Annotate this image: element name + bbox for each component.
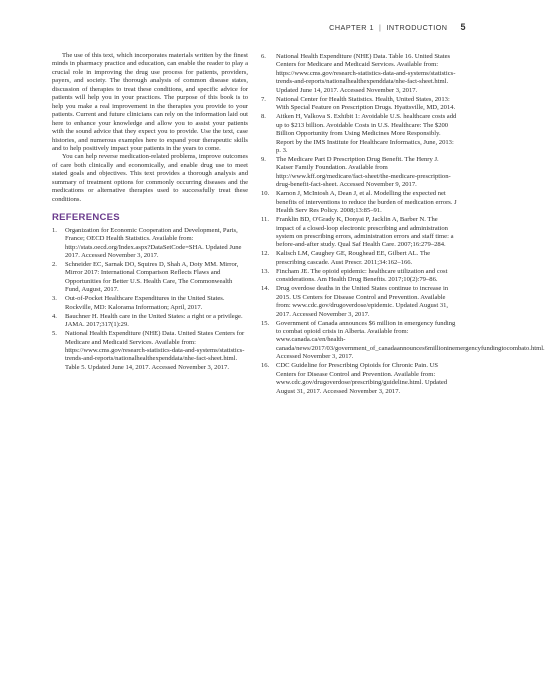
reference-text: Organization for Economic Cooperation and Development, Paris, France; OECD Health Statistics. Available from: http://stats.oecd.org/Index.aspx?DataSetCode=SHA. Updated June 2017. Accessed November 3, 2017.: [65, 226, 242, 259]
reference-number: 5.: [52, 330, 57, 338]
running-head-separator: |: [379, 22, 382, 32]
reference-item: [261, 216, 457, 250]
references-heading: REFERENCES: [52, 212, 120, 224]
reference-text: Kalisch LM, Caughey GE, Roughead EE, Gilbert AL. The prescribing cascade. Aust Prescr. 2011;34:162–166.: [276, 250, 431, 266]
reference-text: Bauchner H. Health care in the United States: a right or a privilege. JAMA. 2017;317(1):29.: [65, 312, 243, 329]
reference-number: 3.: [52, 295, 57, 303]
left-column: [52, 52, 248, 373]
reference-list-left: [52, 227, 248, 373]
reference-item: [261, 156, 457, 190]
reference-number: 2.: [52, 260, 57, 268]
reference-item: [261, 268, 457, 285]
reference-item: [261, 53, 457, 95]
reference-text: Government of Canada announces $6 million in emergency funding to combat opioid crisis in Alberta. Available from: www.canada.ca/en/health-canada/news/2017/03/government_of_canadaannounces6millioninemergencyfundingtocombato.html. Accessed November 3, 2017.: [276, 319, 545, 361]
reference-number: 7.: [261, 95, 266, 103]
body-paragraph-1: The use of this text, which incorporates materials written by the finest minds in pharmacy practice and education, can enable the reader to play a crucial role in improving the drug use process for patients, providers, payers, and society. The thorough analysis of common disease states, discussion of therapies to treat these conditions, and specific advice for patients will help you in your practices. The purpose of this book is to help you make a real improvement in the therapies you provide to your patients. Current and future clinicians can rely on the information laid out here to enhance your knowledge and allow you to assist your patients with the sound advice that they expect you to provide. Use the text, case histories, and numerous examples here to expand your therapeutic skills and to help positively impact your patients in the years to come.: [52, 52, 248, 152]
reference-text: CDC Guideline for Prescribing Opioids for Chronic Pain. US Centers for Disease Control and Prevention. Available from: www.cdc.gov/drugoverdose/prescribing/guideline.html. Updated August 31, 2017. Accessed November 3, 2017.: [276, 362, 448, 395]
reference-number: 15.: [261, 319, 270, 327]
chapter-title: INTRODUCTION: [386, 22, 448, 32]
reference-text: National Health Expenditure (NHE) Data. United States Centers for Medicare and Medicaid Services. Available from: https://www.cms.gov/research-statistics-data-and-systems/statistics-trends-and-reports/nationalhealthexpenddata/nhe-fact-sheet.html. Table 5. Updated June 14, 2017. Accessed November 3, 2017.: [65, 330, 245, 371]
reference-list-right: [261, 53, 545, 396]
reference-number: 4.: [52, 312, 57, 320]
reference-text: Aitken H, Valkova S. Exhibit 1: Avoidable U.S. healthcare costs add up to $213 billion. Avoidable Costs in U.S. Healthcare: The $200 Billion Opportunity from Using Medicines More Responsibly. Report by the IMS Institute for Healthcare Informatics, June, 2013: p. 3.: [276, 113, 457, 154]
reference-text: Karnon J, McIntosh A, Dean J, et al. Modelling the expected net benefits of interventions to reduce the burden of medication errors. J Health Serv Res Policy. 2008;13:85–91.: [276, 190, 457, 215]
reference-item: [52, 330, 248, 372]
reference-number: 11.: [261, 216, 269, 224]
reference-item: [261, 285, 457, 319]
reference-number: 14.: [261, 285, 270, 293]
body-paragraph-2: You can help reverse medication-related problems, improve outcomes of care both clinically and economically, and enable drug use to meet stated goals and objectives. This text provides a thorough analysis and summary of treatment options for commonly occurring diseases and the medications or alternative therapies used to successfully treat these conditions.: [52, 153, 248, 203]
running-head: [329, 22, 466, 32]
reference-text: Fincham JE. The opioid epidemic: healthcare utilization and cost considerations. Am Health Drug Benefits. 2017;10(2):79–86.: [276, 267, 448, 284]
reference-item: [52, 313, 248, 330]
reference-item: [261, 113, 457, 155]
reference-text: National Center for Health Statistics. Health, United States, 2013: With Special Feature on Prescription Drugs. Hyattsville, MD, 2014.: [276, 95, 456, 112]
reference-item: [52, 261, 248, 295]
reference-number: 13.: [261, 267, 270, 275]
reference-number: 10.: [261, 190, 270, 198]
reference-number: 9.: [261, 155, 266, 163]
reference-text: Schneider EC, Sarnak DO, Squires D, Shah A, Doty MM. Mirror, Mirror 2017: International Comparison Reflects Flaws and Opportunities for Better U.S. Health Care, The Commonwealth Fund, August, 2017.: [65, 260, 239, 294]
reference-item: [261, 319, 545, 362]
reference-text: National Health Expenditure (NHE) Data. Table 16. United States Centers for Medicare and Medicaid Services. Available from: https://www.cms.gov/research-statistics-data-and-systems/statistics-trends-and-reports/nationalhealthexpenddata/nhe-fact-sheet.html. Updated June 14, 2017. Accessed November 3, 2017.: [276, 53, 456, 94]
reference-text: Drug overdose deaths in the United States continue to increase in 2015. US Centers for Disease Control and Prevention. Available from: www.cdc.gov/drugoverdose/epidemic. Updated August 31, 2017. Accessed November 3, 2017.: [276, 285, 449, 318]
reference-number: 6.: [261, 53, 266, 60]
reference-number: 1.: [52, 226, 57, 234]
reference-number: 8.: [261, 113, 266, 121]
reference-number: 12.: [261, 250, 270, 258]
reference-item: [261, 250, 457, 267]
chapter-label: CHAPTER 1: [329, 22, 374, 32]
reference-item: [261, 96, 457, 113]
page-number: 5: [460, 22, 466, 32]
reference-text: Out-of-Pocket Healthcare Expenditures in the United States. Rockville, MD: Kalorama Information; April, 2017.: [65, 295, 225, 311]
reference-text: The Medicare Part D Prescription Drug Benefit. The Henry J. Kaiser Family Foundation. Available from http://www.kff.org/medicare/fact-sheet/the-medicare-prescription-drug-benefit-fact-sheet. Accessed November 9, 2017.: [276, 155, 451, 189]
reference-item: [261, 362, 457, 396]
reference-item: [52, 295, 248, 312]
reference-number: 16.: [261, 362, 270, 370]
reference-text: Franklin BD, O'Grady K, Donyai P, Jacklin A, Barber N. The impact of a closed-loop electronic prescribing and administration system on prescribing errors, administration errors and staff time: a before-and-after study. Qual Saf Health Care. 2007;16:279–284.: [276, 216, 454, 249]
reference-item: [52, 227, 248, 261]
reference-item: [261, 190, 457, 215]
right-column: [261, 53, 545, 397]
